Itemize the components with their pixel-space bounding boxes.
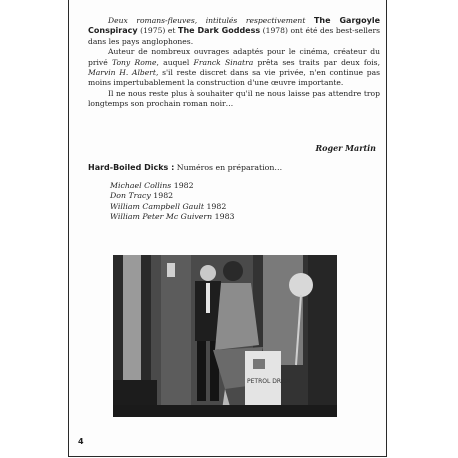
page-number: 4 — [78, 437, 84, 446]
paragraph-2 — [88, 47, 380, 89]
author-year: 1982 — [153, 191, 174, 201]
para1-intro: Deux romans-fleuves, intitulés respectivement — [108, 16, 306, 25]
para2-g: , s'il reste discret dans sa vie privée, n'en continue pas moins impertubablement la construction d'une œuvre importante. — [88, 68, 381, 88]
para2-c: , auquel — [156, 57, 190, 67]
title-dark-goddess: The Dark Goddess — [177, 26, 261, 36]
author-name: William Peter Mc Guivern — [110, 212, 213, 222]
author-item — [110, 202, 235, 212]
photo-sign-text: PETROL DRUM — [247, 378, 291, 385]
author-year: 1982 — [206, 201, 227, 211]
author-item — [110, 212, 235, 222]
author-name: Michael Collins — [110, 181, 172, 190]
name-sinatra: Franck Sinatra — [193, 57, 254, 67]
author-name: Don Tracy — [110, 191, 151, 201]
signature: Roger Martin — [315, 143, 376, 153]
paragraph-1 — [88, 16, 380, 47]
name-tony-rome: Tony Rome — [112, 57, 157, 67]
author-year: 1983 — [214, 212, 235, 222]
para1-year1: (1975) et — [140, 26, 176, 36]
body-text — [88, 16, 380, 110]
author-list — [110, 181, 235, 223]
photo-illustration — [113, 255, 337, 417]
author-item — [110, 191, 235, 201]
author-year: 1982 — [173, 181, 194, 190]
film-still-photo — [113, 255, 337, 417]
name-albert: Marvin H. Albert — [88, 68, 156, 78]
author-name: William Campbell Gault — [110, 201, 204, 211]
series-label: Hard-Boiled Dicks : — [88, 163, 175, 172]
para1-rest: (1978) ont été des best-sellers dans les pays anglophones. — [88, 26, 380, 46]
series-text: Numéros en préparation… — [176, 163, 283, 172]
title-gargoyle: The Gargoyle Conspiracy — [88, 16, 381, 36]
series-line — [88, 163, 380, 172]
para2-e: prêta ses traits par deux fois, — [257, 57, 380, 67]
paragraph-3: Il ne nous reste plus à souhaiter qu'il ne nous laisse pas attendre trop longtemps son prochain roman noir… — [88, 88, 380, 109]
para2-a: Auteur de nombreux ouvrages adaptés pour le cinéma, créateur du privé — [88, 47, 380, 67]
author-item — [110, 181, 235, 191]
